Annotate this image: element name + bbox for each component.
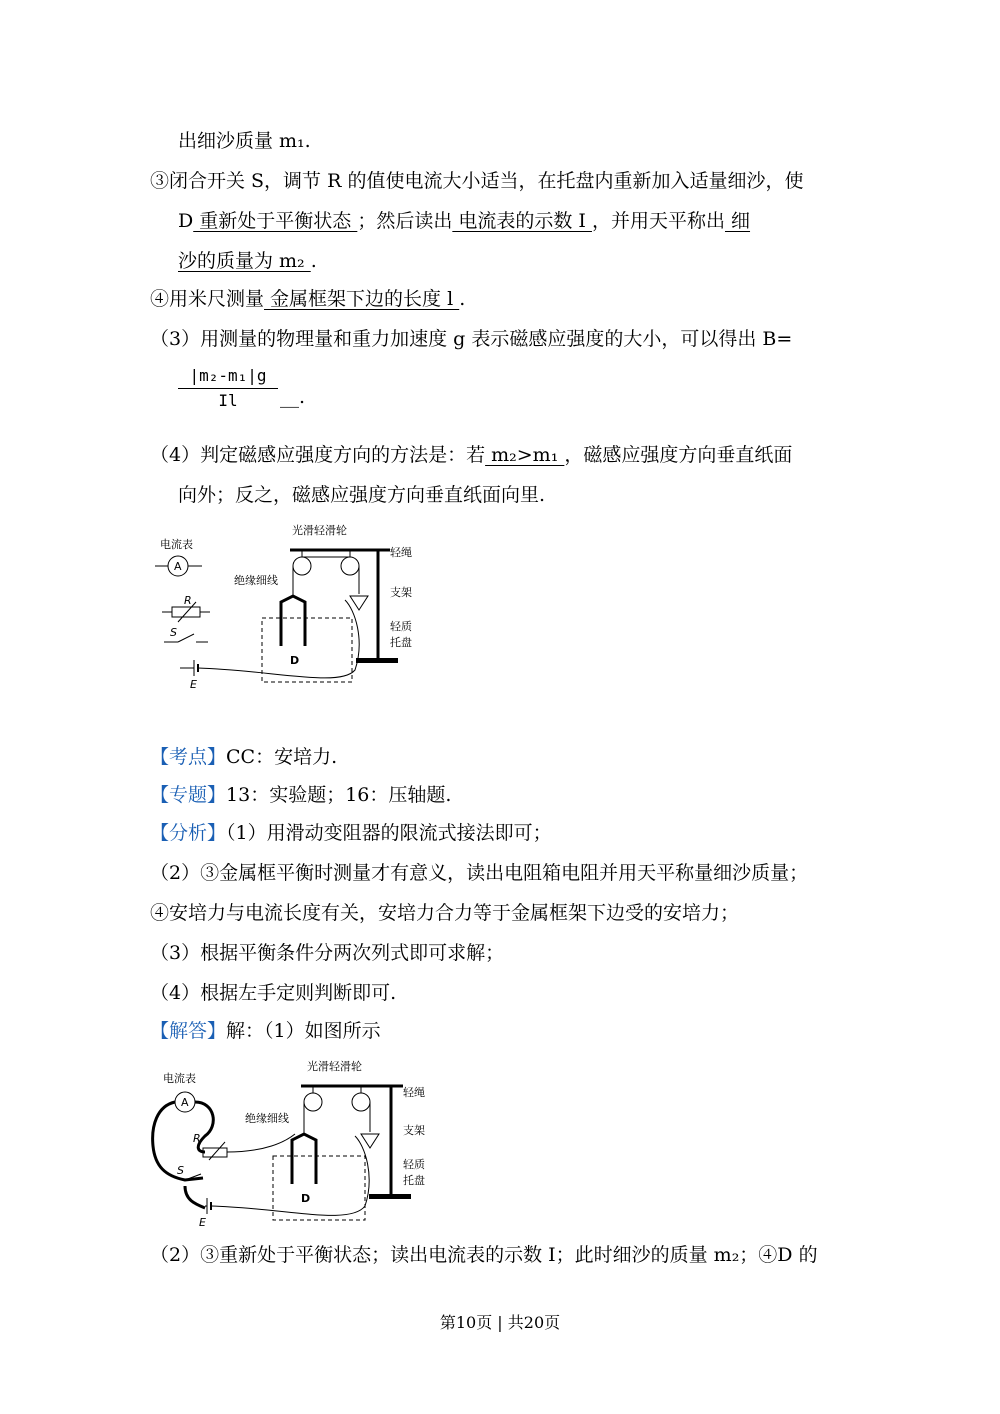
fraction-bar [178,388,278,389]
text-line: ③闭合开关 S，调节 R 的值使电流大小适当，在托盘内重新加入适量细沙，使 [150,170,804,192]
pulley-icon [293,557,311,575]
field-region [262,618,352,682]
text-line: 向外；反之，磁感应强度方向垂直纸面向里. [178,484,546,506]
text-line: 【考点】CC：安培力. [150,746,338,768]
diagram-label: R [193,1132,201,1145]
answer-blank: 电流表的示数 I [452,210,592,232]
resistor-icon [172,607,200,617]
text-line: ④用米尺测量 金属框架下边的长度 l . [150,288,466,310]
text-line: （4）根据左手定则判断即可. [150,982,397,1004]
diagram-label: 电流表 [160,538,193,551]
diagram-label: 支架 [390,586,412,599]
text-line: 【分析】（1）用滑动变阻器的限流式接法即可； [150,822,552,844]
text-line: （2）③金属框平衡时测量才有意义，读出电阻箱电阻并用天平称量细沙质量； [150,862,809,884]
diagram-label: D [290,654,300,667]
section-tag: 【解答】 [150,1020,227,1042]
text-line: __. [280,386,306,408]
diagram-label: 托盘 [403,1174,425,1187]
section-tag: 【分析】 [150,822,227,844]
pulley-icon [341,557,359,575]
diagram-label: 轻质 [403,1158,425,1171]
formula-fraction [178,366,278,411]
diagram-label: 光滑轻滑轮 [292,524,347,537]
diagram-label: A [174,560,182,573]
diagram-label: 电流表 [163,1072,196,1085]
diagram-label: E [199,1216,206,1229]
diagram-label: A [181,1096,189,1109]
diagram-label: 绝缘细线 [245,1112,289,1125]
field-region [273,1156,365,1220]
text-line: （3）根据平衡条件分两次列式即可求解； [150,942,505,964]
fraction-denominator: Il [218,391,238,410]
diagram-label: S [170,626,177,639]
text-line: （3）用测量的物理量和重力加速度 g 表示磁感应强度的大小，可以得出 B= [150,328,793,350]
text-line: 【解答】解：（1）如图所示 [150,1020,381,1042]
pulley-icon [304,1093,322,1111]
text-line: （2）③重新处于平衡状态；读出电流表的示数 I；此时细沙的质量 m₂；④D 的 [150,1244,818,1266]
frame-icon [292,1134,316,1184]
tray-icon [350,596,368,610]
answer-diagram [145,1056,465,1236]
experiment-diagram [150,520,450,700]
diagram-label: 光滑轻滑轮 [307,1060,362,1073]
diagram-label: 轻绳 [403,1086,425,1099]
diagram-label: R [184,594,192,607]
text-line: 出细沙质量 m₁. [178,130,311,152]
section-tag: 【专题】 [150,784,227,806]
page-footer: 第10页 | 共20页 [439,1313,561,1332]
diagram-label: 托盘 [390,636,412,649]
diagram-label: 轻绳 [390,546,412,559]
section-tag: 【考点】 [150,746,227,768]
diagram-label: S [177,1164,184,1177]
text-line: 沙的质量为 m₂ . [178,250,317,272]
diagram-label: 支架 [403,1124,425,1137]
text-line: D 重新处于平衡状态 ；然后读出 电流表的示数 I ，并用天平称出 细 [178,210,751,232]
diagram-label: D [301,1192,311,1205]
diagram-label: 绝缘细线 [234,574,278,587]
diagram-label: 轻质 [390,620,412,633]
answer-blank: 重新处于平衡状态 [193,210,358,232]
answer-blank: 沙的质量为 m₂ [178,250,311,272]
text-line: ④安培力与电流长度有关，安培力合力等于金属框架下边受的安培力； [150,902,740,924]
text-line: 【专题】13：实验题；16：压轴题. [150,784,452,806]
diagram-label: E [190,678,197,691]
answer-blank: m₂>m₁ [485,444,565,466]
frame-icon [281,596,305,646]
fraction-numerator: |m₂-m₁|g [189,366,267,385]
tray-icon [361,1134,379,1148]
switch-icon [178,634,194,642]
text-line: （4）判定磁感应强度方向的方法是：若 m₂>m₁ ，磁感应强度方向垂直纸面 [150,444,793,466]
answer-blank: 金属框架下边的长度 l [264,288,460,310]
pulley-icon [352,1093,370,1111]
answer-blank: 细 [724,210,751,232]
